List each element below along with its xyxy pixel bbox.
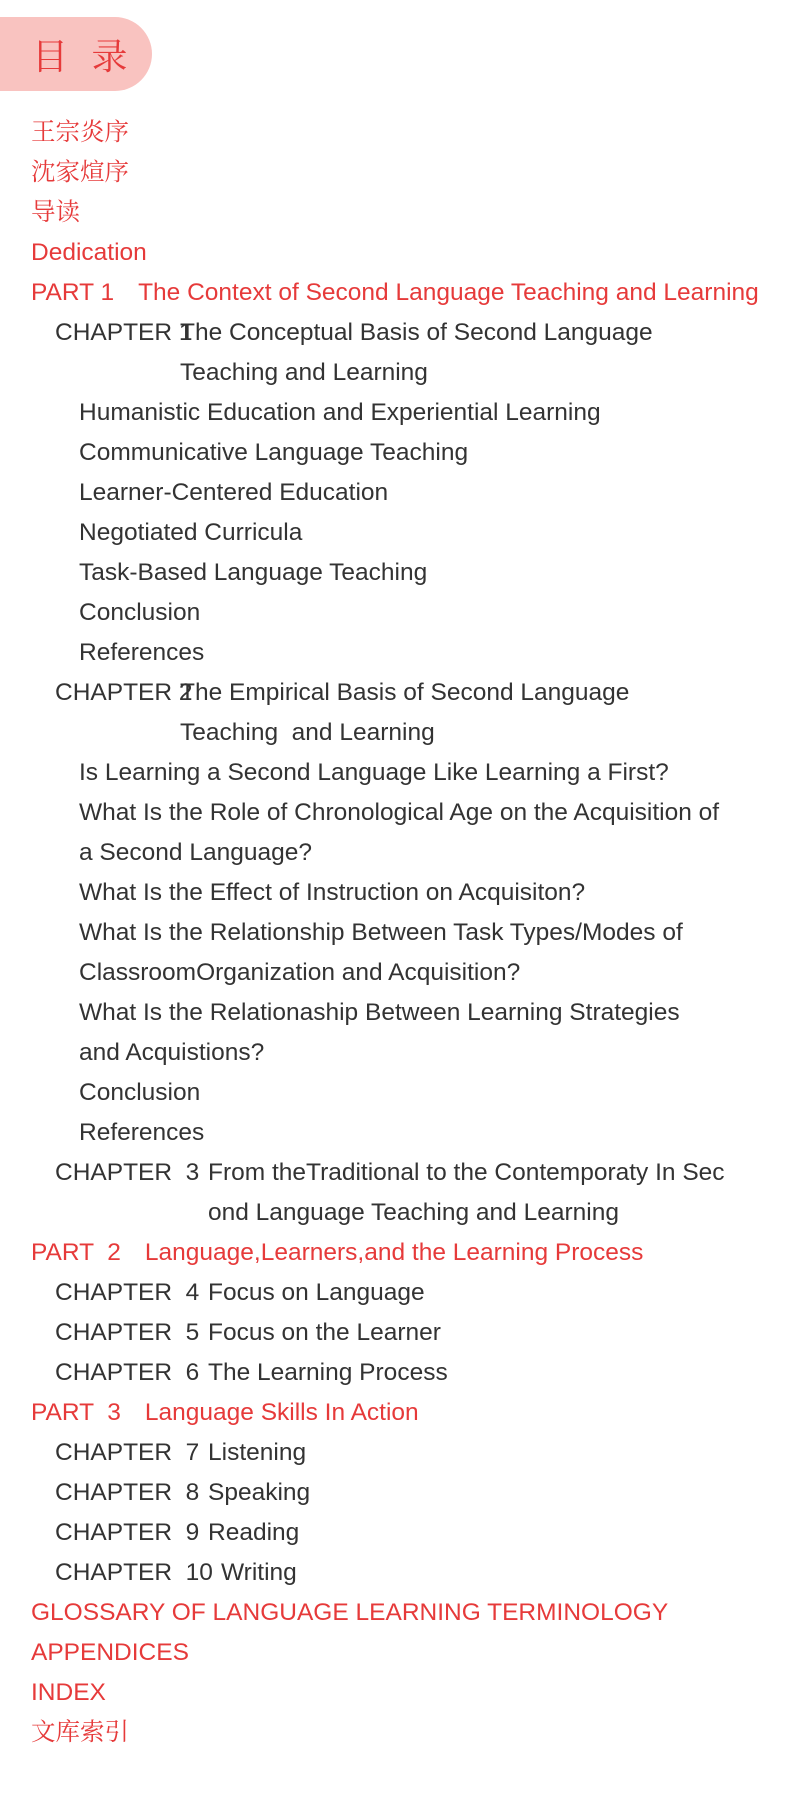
part-3-title: Language Skills In Action — [144, 1399, 419, 1426]
chapter-8-title: Speaking — [208, 1479, 311, 1506]
toc-entry-preface-wang[interactable]: 王宗炎序 — [31, 119, 129, 146]
chapter-8-label: CHAPTER 8 — [55, 1479, 200, 1506]
chapter-1-label: CHAPTER 1 — [55, 319, 193, 346]
toc-chapter-3[interactable] — [0, 1153, 790, 1233]
toc-section-2-5b[interactable]: and Acquistions? — [79, 1039, 265, 1066]
chapter-10-title: Writing — [221, 1559, 297, 1586]
toc-entry-appendices[interactable]: APPENDICES — [31, 1639, 189, 1666]
toc-header-pill — [0, 17, 152, 91]
chapter-2-title-line1: The Empirical Basis of Second Language — [180, 679, 630, 706]
toc-section-1-5[interactable]: Task-Based Language Teaching — [79, 559, 428, 586]
toc-entry-dedication[interactable]: Dedication — [31, 239, 147, 266]
chapter-7-title: Listening — [208, 1439, 307, 1466]
toc-entry-library-index[interactable]: 文库索引 — [31, 1719, 129, 1746]
chapter-4-title: Focus on Language — [208, 1279, 425, 1306]
toc-chapter-10[interactable] — [0, 1553, 790, 1593]
toc-part-3[interactable] — [0, 1393, 790, 1433]
part-3-label: PART 3 — [31, 1399, 121, 1426]
chapter-2-title-line2: Teaching and Learning — [180, 719, 435, 746]
toc-section-2-7[interactable]: References — [79, 1119, 205, 1146]
toc-section-1-1[interactable]: Humanistic Education and Experiential Learning — [79, 399, 601, 426]
toc-section-2-1[interactable]: Is Learning a Second Language Like Learning a First? — [79, 759, 669, 786]
toc-section-1-2[interactable]: Communicative Language Teaching — [79, 439, 469, 466]
chapter-9-label: CHAPTER 9 — [55, 1519, 200, 1546]
part-1-label: PART 1 — [31, 279, 115, 306]
chapter-7-label: CHAPTER 7 — [55, 1439, 200, 1466]
toc-chapter-5[interactable] — [0, 1313, 790, 1353]
toc-chapter-2[interactable] — [0, 673, 790, 753]
chapter-3-title-line2: ond Language Teaching and Learning — [208, 1199, 619, 1226]
toc-entry-preface-shen[interactable]: 沈家煊序 — [31, 159, 129, 186]
toc-chapter-9[interactable] — [0, 1513, 790, 1553]
toc-chapter-4[interactable] — [0, 1273, 790, 1313]
chapter-9-title: Reading — [208, 1519, 300, 1546]
table-of-contents — [0, 113, 790, 1753]
toc-section-1-3[interactable]: Learner-Centered Education — [79, 479, 389, 506]
chapter-1-title-line2: Teaching and Learning — [180, 359, 428, 386]
toc-chapter-6[interactable] — [0, 1353, 790, 1393]
toc-section-2-6[interactable]: Conclusion — [79, 1079, 201, 1106]
chapter-10-label: CHAPTER 10 — [55, 1559, 213, 1586]
chapter-6-title: The Learning Process — [208, 1359, 448, 1386]
toc-entry-glossary[interactable]: GLOSSARY OF LANGUAGE LEARNING TERMINOLOGY — [31, 1599, 669, 1626]
toc-section-1-4[interactable]: Negotiated Curricula — [79, 519, 303, 546]
chapter-1-title-line1: The Conceptual Basis of Second Language — [180, 319, 653, 346]
chapter-5-title: Focus on the Learner — [208, 1319, 441, 1346]
part-1-title: The Context of Second Language Teaching and Learning — [138, 279, 759, 306]
toc-part-2[interactable] — [0, 1233, 790, 1273]
toc-section-2-2b[interactable]: a Second Language? — [79, 839, 312, 866]
chapter-6-label: CHAPTER 6 — [55, 1359, 200, 1386]
toc-chapter-8[interactable] — [0, 1473, 790, 1513]
toc-chapter-1[interactable] — [0, 313, 790, 393]
part-2-label: PART 2 — [31, 1239, 121, 1266]
toc-section-2-3[interactable]: What Is the Effect of Instruction on Acquisiton? — [79, 879, 586, 906]
chapter-3-label: CHAPTER 3 — [55, 1159, 200, 1186]
toc-entry-index[interactable]: INDEX — [31, 1679, 106, 1706]
toc-header-title: 目 录 — [32, 36, 134, 78]
part-2-title: Language,Learners,and the Learning Process — [144, 1239, 644, 1266]
toc-section-1-6[interactable]: Conclusion — [79, 599, 201, 626]
toc-entry-guide[interactable]: 导读 — [31, 199, 80, 226]
toc-section-2-2a[interactable]: What Is the Role of Chronological Age on the Acquisition of — [79, 799, 720, 826]
chapter-4-label: CHAPTER 4 — [55, 1279, 200, 1306]
chapter-3-title-line1: From theTraditional to the Contemporaty In Sec — [208, 1159, 725, 1186]
toc-part-1[interactable] — [0, 273, 790, 313]
chapter-2-label: CHAPTER 2 — [55, 679, 193, 706]
toc-section-1-7[interactable]: References — [79, 639, 205, 666]
toc-section-2-4a[interactable]: What Is the Relationship Between Task Types/Modes of — [79, 919, 683, 946]
chapter-5-label: CHAPTER 5 — [55, 1319, 200, 1346]
toc-section-2-4b[interactable]: ClassroomOrganization and Acquisition? — [79, 959, 521, 986]
toc-section-2-5a[interactable]: What Is the Relationaship Between Learning Strategies — [79, 999, 680, 1026]
toc-chapter-7[interactable] — [0, 1433, 790, 1473]
